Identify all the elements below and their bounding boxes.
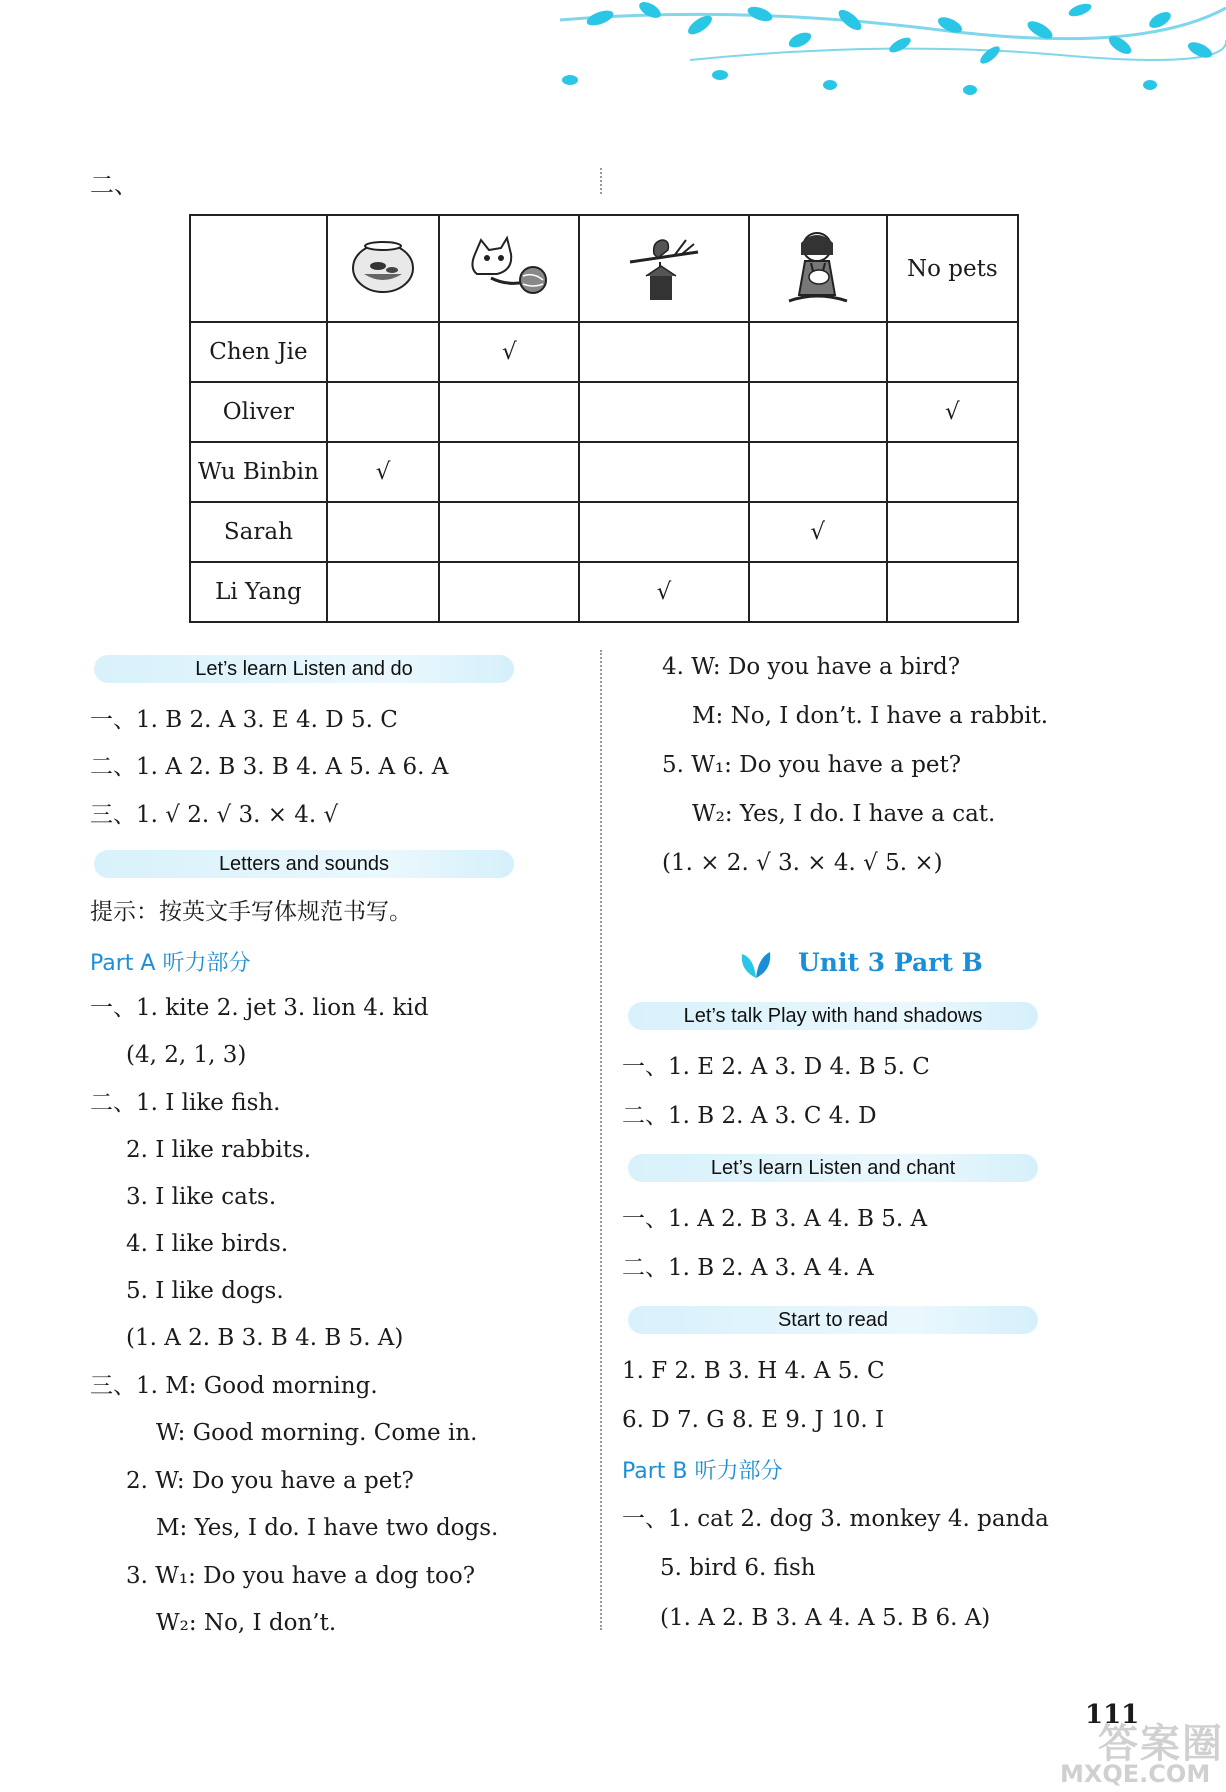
table-header-row	[190, 215, 1018, 322]
section-two-marker: 二、	[90, 171, 138, 199]
cell	[579, 382, 748, 442]
row-name: Chen Jie	[190, 322, 327, 382]
answer-line: (1. A 2. B 3. B 4. B 5. A)	[126, 1325, 404, 1351]
answer-line: 5. bird 6. fish	[660, 1555, 816, 1581]
header-bird-cell	[579, 215, 748, 322]
answer-line: 1. F 2. B 3. H 4. A 5. C	[622, 1358, 885, 1384]
row-name: Li Yang	[190, 562, 327, 622]
cell	[439, 562, 579, 622]
answer-line: 4. W: Do you have a bird?	[662, 654, 961, 680]
answer-line: 4. I like birds.	[126, 1231, 289, 1257]
cell	[439, 502, 579, 562]
answer-line: W: Good morning. Come in.	[156, 1420, 478, 1446]
page-number: 111	[1085, 1700, 1140, 1730]
cell	[749, 562, 887, 622]
answer-line: W₂: No, I don’t.	[156, 1610, 337, 1636]
answer-line: 5. I like dogs.	[126, 1278, 284, 1304]
table-row	[190, 442, 1018, 502]
answer-line: (1. × 2. √ 3. × 4. √ 5. ×)	[662, 850, 943, 876]
cell	[327, 322, 439, 382]
answer-line: 5. W₁: Do you have a pet?	[662, 752, 962, 778]
answer-line: 6. D 7. G 8. E 9. J 10. I	[622, 1407, 885, 1433]
section-header-listen-chant: Let’s learn Listen and chant	[628, 1154, 1038, 1182]
cell	[579, 442, 748, 502]
branch-leaves-decoration	[540, 0, 1226, 120]
hint-text: 提示：按英文手写体规范书写。	[90, 899, 412, 925]
cell	[327, 502, 439, 562]
header-cat-cell	[439, 215, 579, 322]
cell: √	[579, 562, 748, 622]
section-header-lets-learn: Let’s learn Listen and do	[94, 655, 514, 683]
fish-bowl-icon	[350, 236, 416, 296]
header-rabbit-cell	[749, 215, 887, 322]
watermark-logo: 答案圈	[1098, 1721, 1224, 1767]
row-name: Sarah	[190, 502, 327, 562]
cell	[749, 382, 887, 442]
row-name: Wu Binbin	[190, 442, 327, 502]
answer-line: 三、1. √ 2. √ 3. × 4. √	[90, 802, 339, 828]
answer-line: 二、1. A 2. B 3. B 4. A 5. A 6. A	[90, 754, 449, 780]
cell	[579, 322, 748, 382]
answer-line: 一、1. B 2. A 3. E 4. D 5. C	[90, 707, 398, 733]
answer-line: 3. W₁: Do you have a dog too?	[126, 1563, 476, 1589]
answer-line: 3. I like cats.	[126, 1184, 277, 1210]
cell	[327, 562, 439, 622]
table-row	[190, 382, 1018, 442]
part-b-heading: Part B 听力部分	[622, 1459, 783, 1484]
answer-line: 二、1. I like fish.	[90, 1090, 281, 1116]
cell	[439, 442, 579, 502]
answer-line: 一、1. kite 2. jet 3. lion 4. kid	[90, 995, 429, 1021]
section-header-lets-talk: Let’s talk Play with hand shadows	[628, 1002, 1038, 1030]
cell	[887, 322, 1018, 382]
girl-with-rabbit-icon	[783, 225, 853, 307]
answer-line: 三、1. M: Good morning.	[90, 1373, 378, 1399]
pets-table	[189, 214, 1019, 623]
cell: √	[887, 382, 1018, 442]
cell: √	[439, 322, 579, 382]
part-a-heading: Part A 听力部分	[90, 951, 251, 976]
unit-title: Unit 3 Part B	[798, 948, 983, 977]
top-divider	[600, 168, 602, 194]
cell	[887, 502, 1018, 562]
cell: √	[327, 442, 439, 502]
table-row	[190, 502, 1018, 562]
watermark-url: MXQE.COM	[1060, 1760, 1211, 1788]
section-header-start-to-read: Start to read	[628, 1306, 1038, 1334]
table-row	[190, 322, 1018, 382]
cell	[579, 502, 748, 562]
column-divider	[600, 650, 602, 1630]
answer-line: M: Yes, I do. I have two dogs.	[156, 1515, 499, 1541]
table-row	[190, 562, 1018, 622]
cat-with-yarn-icon	[467, 234, 551, 298]
cell	[749, 322, 887, 382]
cell	[439, 382, 579, 442]
answer-line: M: No, I don’t. I have a rabbit.	[692, 703, 1049, 729]
answer-line: 2. W: Do you have a pet?	[126, 1468, 414, 1494]
cell	[327, 382, 439, 442]
answer-line: 二、1. B 2. A 3. A 4. A	[622, 1255, 874, 1281]
answer-line: 一、1. cat 2. dog 3. monkey 4. panda	[622, 1506, 1049, 1532]
cell	[887, 442, 1018, 502]
header-no-pets: No pets	[887, 215, 1018, 322]
cell: √	[749, 502, 887, 562]
header-empty-cell	[190, 215, 327, 322]
answer-line: (1. A 2. B 3. A 4. A 5. B 6. A)	[660, 1605, 991, 1631]
cell	[887, 562, 1018, 622]
row-name: Oliver	[190, 382, 327, 442]
answer-line: 一、1. A 2. B 3. A 4. B 5. A	[622, 1206, 928, 1232]
section-header-letters-sounds: Letters and sounds	[94, 850, 514, 878]
leaf-icon	[738, 950, 774, 980]
answer-line: W₂: Yes, I do. I have a cat.	[692, 801, 996, 827]
answer-line: (4, 2, 1, 3)	[126, 1042, 247, 1068]
header-fish-cell	[327, 215, 439, 322]
bird-on-branch-icon	[624, 226, 704, 306]
cell	[749, 442, 887, 502]
answer-line: 2. I like rabbits.	[126, 1137, 312, 1163]
answer-line: 一、1. E 2. A 3. D 4. B 5. C	[622, 1054, 930, 1080]
answer-line: 二、1. B 2. A 3. C 4. D	[622, 1103, 877, 1129]
